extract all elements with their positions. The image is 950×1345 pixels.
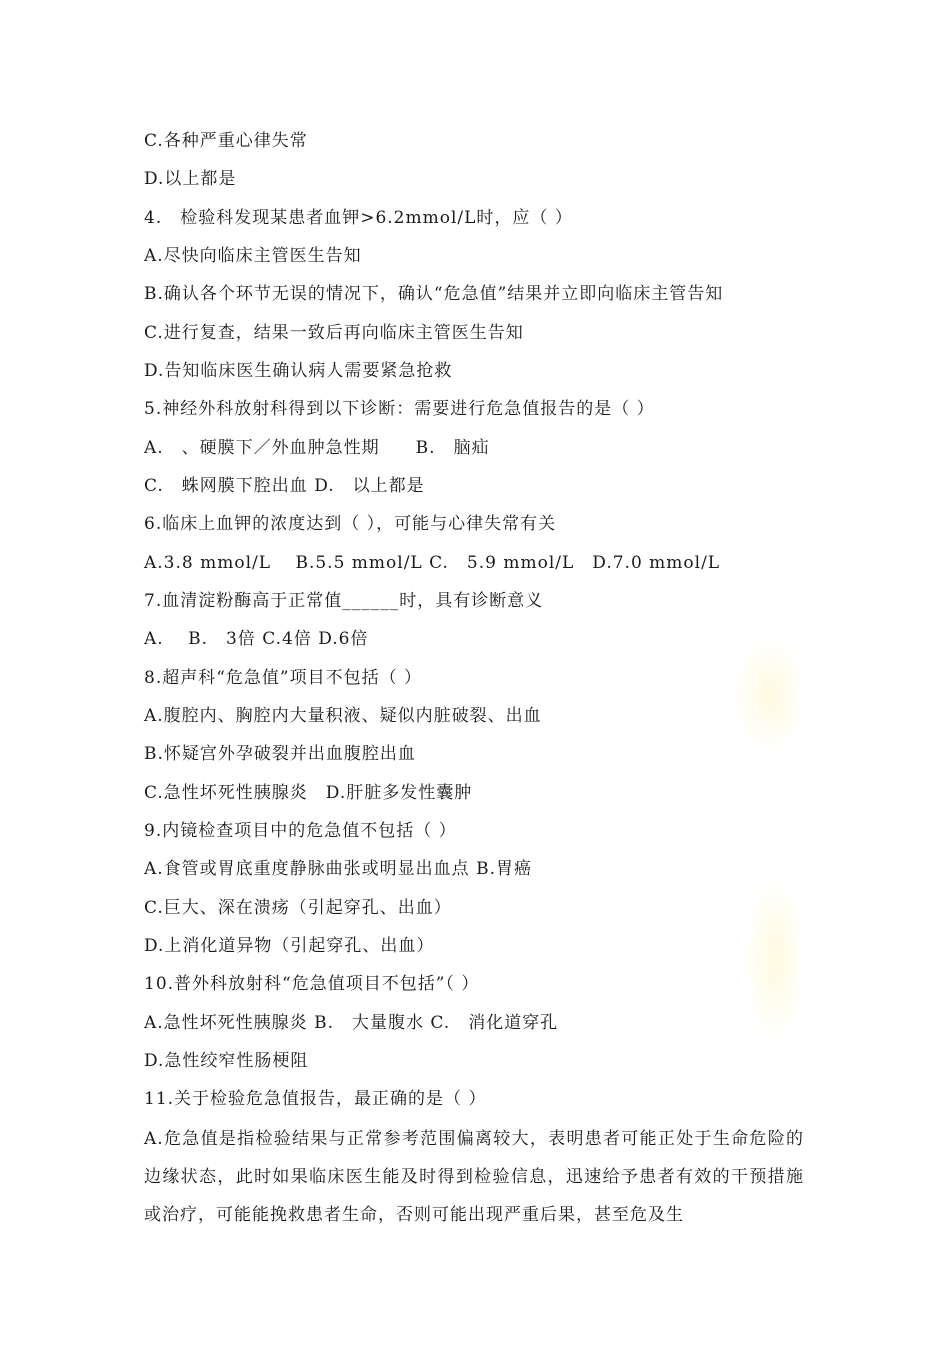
option-d: D.上消化道异物（引起穿孔、出血）: [144, 936, 435, 956]
option-d: D.告知临床医生确认病人需要紧急抢救: [144, 361, 453, 381]
option-d: D.急性绞窄性肠梗阻: [144, 1051, 309, 1071]
question-7: 7.血清淀粉酶高于正常值______时，具有诊断意义: [144, 591, 544, 611]
option-c: C.进行复查，结果一致后再向临床主管医生告知: [144, 323, 524, 343]
paper-stain: [735, 640, 805, 750]
question-5: 5.神经外科放射科得到以下诊断：需要进行危急值报告的是（ ）: [144, 399, 655, 419]
option-abcd: A. B. 3倍 C.4倍 D.6倍: [144, 629, 369, 649]
option-cd: C.急性坏死性胰腺炎 D.肝脏多发性囊肿: [144, 783, 473, 803]
question-4: 4. 检验科发现某患者血钾>6.2mmol/L时，应（ ）: [144, 208, 573, 228]
question-9: 9.内镜检查项目中的危急值不包括（ ）: [144, 821, 457, 841]
question-8: 8.超声科“危急值”项目不包括（ ）: [144, 668, 423, 688]
option-a: A.尽快向临床主管医生告知: [144, 246, 362, 266]
option-c: C.巨大、深在溃疡（引起穿孔、出血）: [144, 898, 452, 918]
option-b: B.怀疑宫外孕破裂并出血腹腔出血: [144, 744, 416, 764]
question-6: 6.临床上血钾的浓度达到（ ），可能与心律失常有关: [144, 514, 557, 534]
text-line: C.各种严重心律失常: [144, 131, 308, 151]
option-abc: A.急性坏死性胰腺炎 B. 大量腹水 C. 消化道穿孔: [144, 1013, 559, 1033]
question-10: 10.普外科放射科“危急值项目不包括”（ ）: [144, 974, 480, 994]
option-ab: A.食管或胃底重度静脉曲张或明显出血点 B.胃癌: [144, 859, 532, 879]
option-cd: C. 蛛网膜下腔出血 D. 以上都是: [144, 476, 425, 496]
text-line: D.以上都是: [144, 169, 237, 189]
option-abcd: A.3.8 mmol/L B.5.5 mmol/L C. 5.9 mmol/L D.7.0 mmol/L: [144, 553, 721, 573]
option-a: A.腹腔内、胸腔内大量积液、疑似内脏破裂、出血: [144, 706, 542, 726]
question-11: 11.关于检验危急值报告，最正确的是（ ）: [144, 1089, 487, 1109]
option-a-paragraph: A.危急值是指检验结果与正常参考范围偏离较大，表明患者可能正处于生命危险的边缘状态，此时如果临床医生能及时得到检验信息，迅速给予患者有效的干预措施或治疗，可能能挽救患者生命，否则可能出现严重后果，甚至危及生: [144, 1129, 804, 1225]
option-b: B.确认各个环节无误的情况下，确认“危急值”结果并立即向临床主管告知: [144, 284, 724, 304]
option-ab: A. 、硬膜下／外血肿急性期 B. 脑疝: [144, 438, 490, 458]
